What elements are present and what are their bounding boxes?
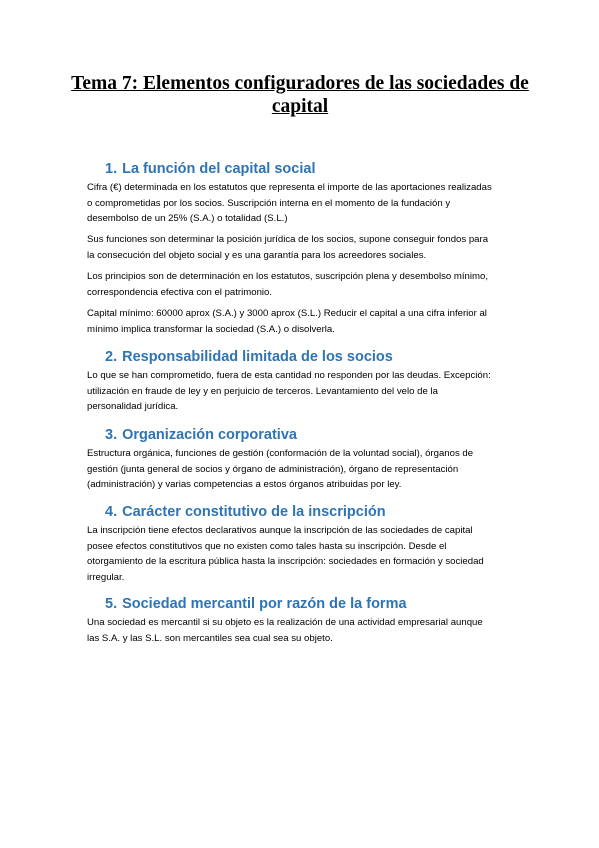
section-title: Responsabilidad limitada de los socios [122, 349, 393, 365]
paragraph-limited-liability [87, 368, 517, 415]
text-line: Lo que se han comprometido, fuera de esta cantidad no responden por las deudas. Excepción: [87, 370, 491, 381]
text-line: utilización en fraude de ley y en perjuicio de terceros. Levantamiento del velo de la [87, 385, 438, 397]
title-line-1: Tema 7: Elementos configuradores de las sociedades de [71, 73, 529, 94]
text-line: o comprometidas por los socios. Suscripción interna en el momento de la fundación y [87, 197, 451, 209]
text-line: Capital mínimo: 60000 aprox (S.A.) y 3000 aprox (S.L.) Reducir el capital a una cifra inferior al [87, 308, 487, 319]
text-line: las S.A. y las S.L. son mercantiles sea cual sea su objeto. [87, 632, 333, 644]
section-number: 1. [105, 161, 118, 177]
title-line-2: capital [271, 96, 329, 117]
paragraph-registration [87, 523, 517, 585]
text-line: mínimo implica transformar la sociedad (S.A.) o disolverla. [87, 323, 335, 335]
section-title: Sociedad mercantil por razón de la forma [122, 596, 407, 612]
section-heading-2 [105, 349, 393, 366]
text-line: (administración) y varias competencias a estos órganos atribuidas por ley. [87, 479, 402, 491]
paragraph-capital-functions [87, 232, 517, 263]
page-title [70, 72, 530, 118]
text-line: Los principios son de determinación en los estatutos, suscripción plena y desembolso mínimo, [87, 271, 489, 282]
text-line: Sus funciones son determinar la posición jurídica de los socios, supone conseguir fondos para [87, 234, 489, 245]
text-line: posee efectos constitutivos que no existen como tales hasta su inscripción. Desde el [87, 540, 447, 552]
section-heading-3 [105, 427, 297, 444]
text-line: Cifra (€) determinada en los estatutos que representa el importe de las aportaciones realizadas [87, 182, 492, 193]
section-title: Carácter constitutivo de la inscripción [122, 504, 386, 520]
paragraph-corporate-organization [87, 446, 517, 493]
section-number: 5. [105, 596, 118, 612]
paragraph-mercantile-form [87, 615, 517, 646]
section-title: Organización corporativa [122, 427, 297, 443]
section-number: 4. [105, 504, 118, 520]
paragraph-capital-principles [87, 269, 517, 300]
text-line: Estructura orgánica, funciones de gestión (conformación de la voluntad social), órganos de [87, 448, 474, 459]
section-heading-4 [105, 504, 386, 521]
paragraph-capital-definition [87, 180, 517, 227]
section-heading-1 [105, 161, 315, 178]
section-number: 2. [105, 349, 118, 365]
text-line: la consecución del objeto social y es una garantía para los acreedores sociales. [87, 249, 427, 261]
text-line: desembolso de un 25% (S.A.) o totalidad (S.L.) [87, 213, 288, 225]
section-number: 3. [105, 427, 118, 443]
text-line: Una sociedad es mercantil si su objeto es la realización de una actividad empresarial aunque [87, 617, 483, 628]
text-line: gestión (junta general de socios y órgano de administración), órgano de representación [87, 463, 459, 475]
section-heading-5 [105, 596, 407, 613]
text-line: correspondencia efectiva con el patrimonio. [87, 286, 273, 298]
text-line: irregular. [87, 571, 125, 583]
paragraph-minimum-capital [87, 306, 517, 337]
section-title: La función del capital social [122, 161, 316, 177]
text-line: La inscripción tiene efectos declarativos aunque la inscripción de las sociedades de capital [87, 525, 473, 536]
text-line: otorgamiento de la escritura pública hasta la inscripción: sociedades en formación y sociedad [87, 556, 484, 568]
text-line: personalidad jurídica. [87, 401, 179, 413]
